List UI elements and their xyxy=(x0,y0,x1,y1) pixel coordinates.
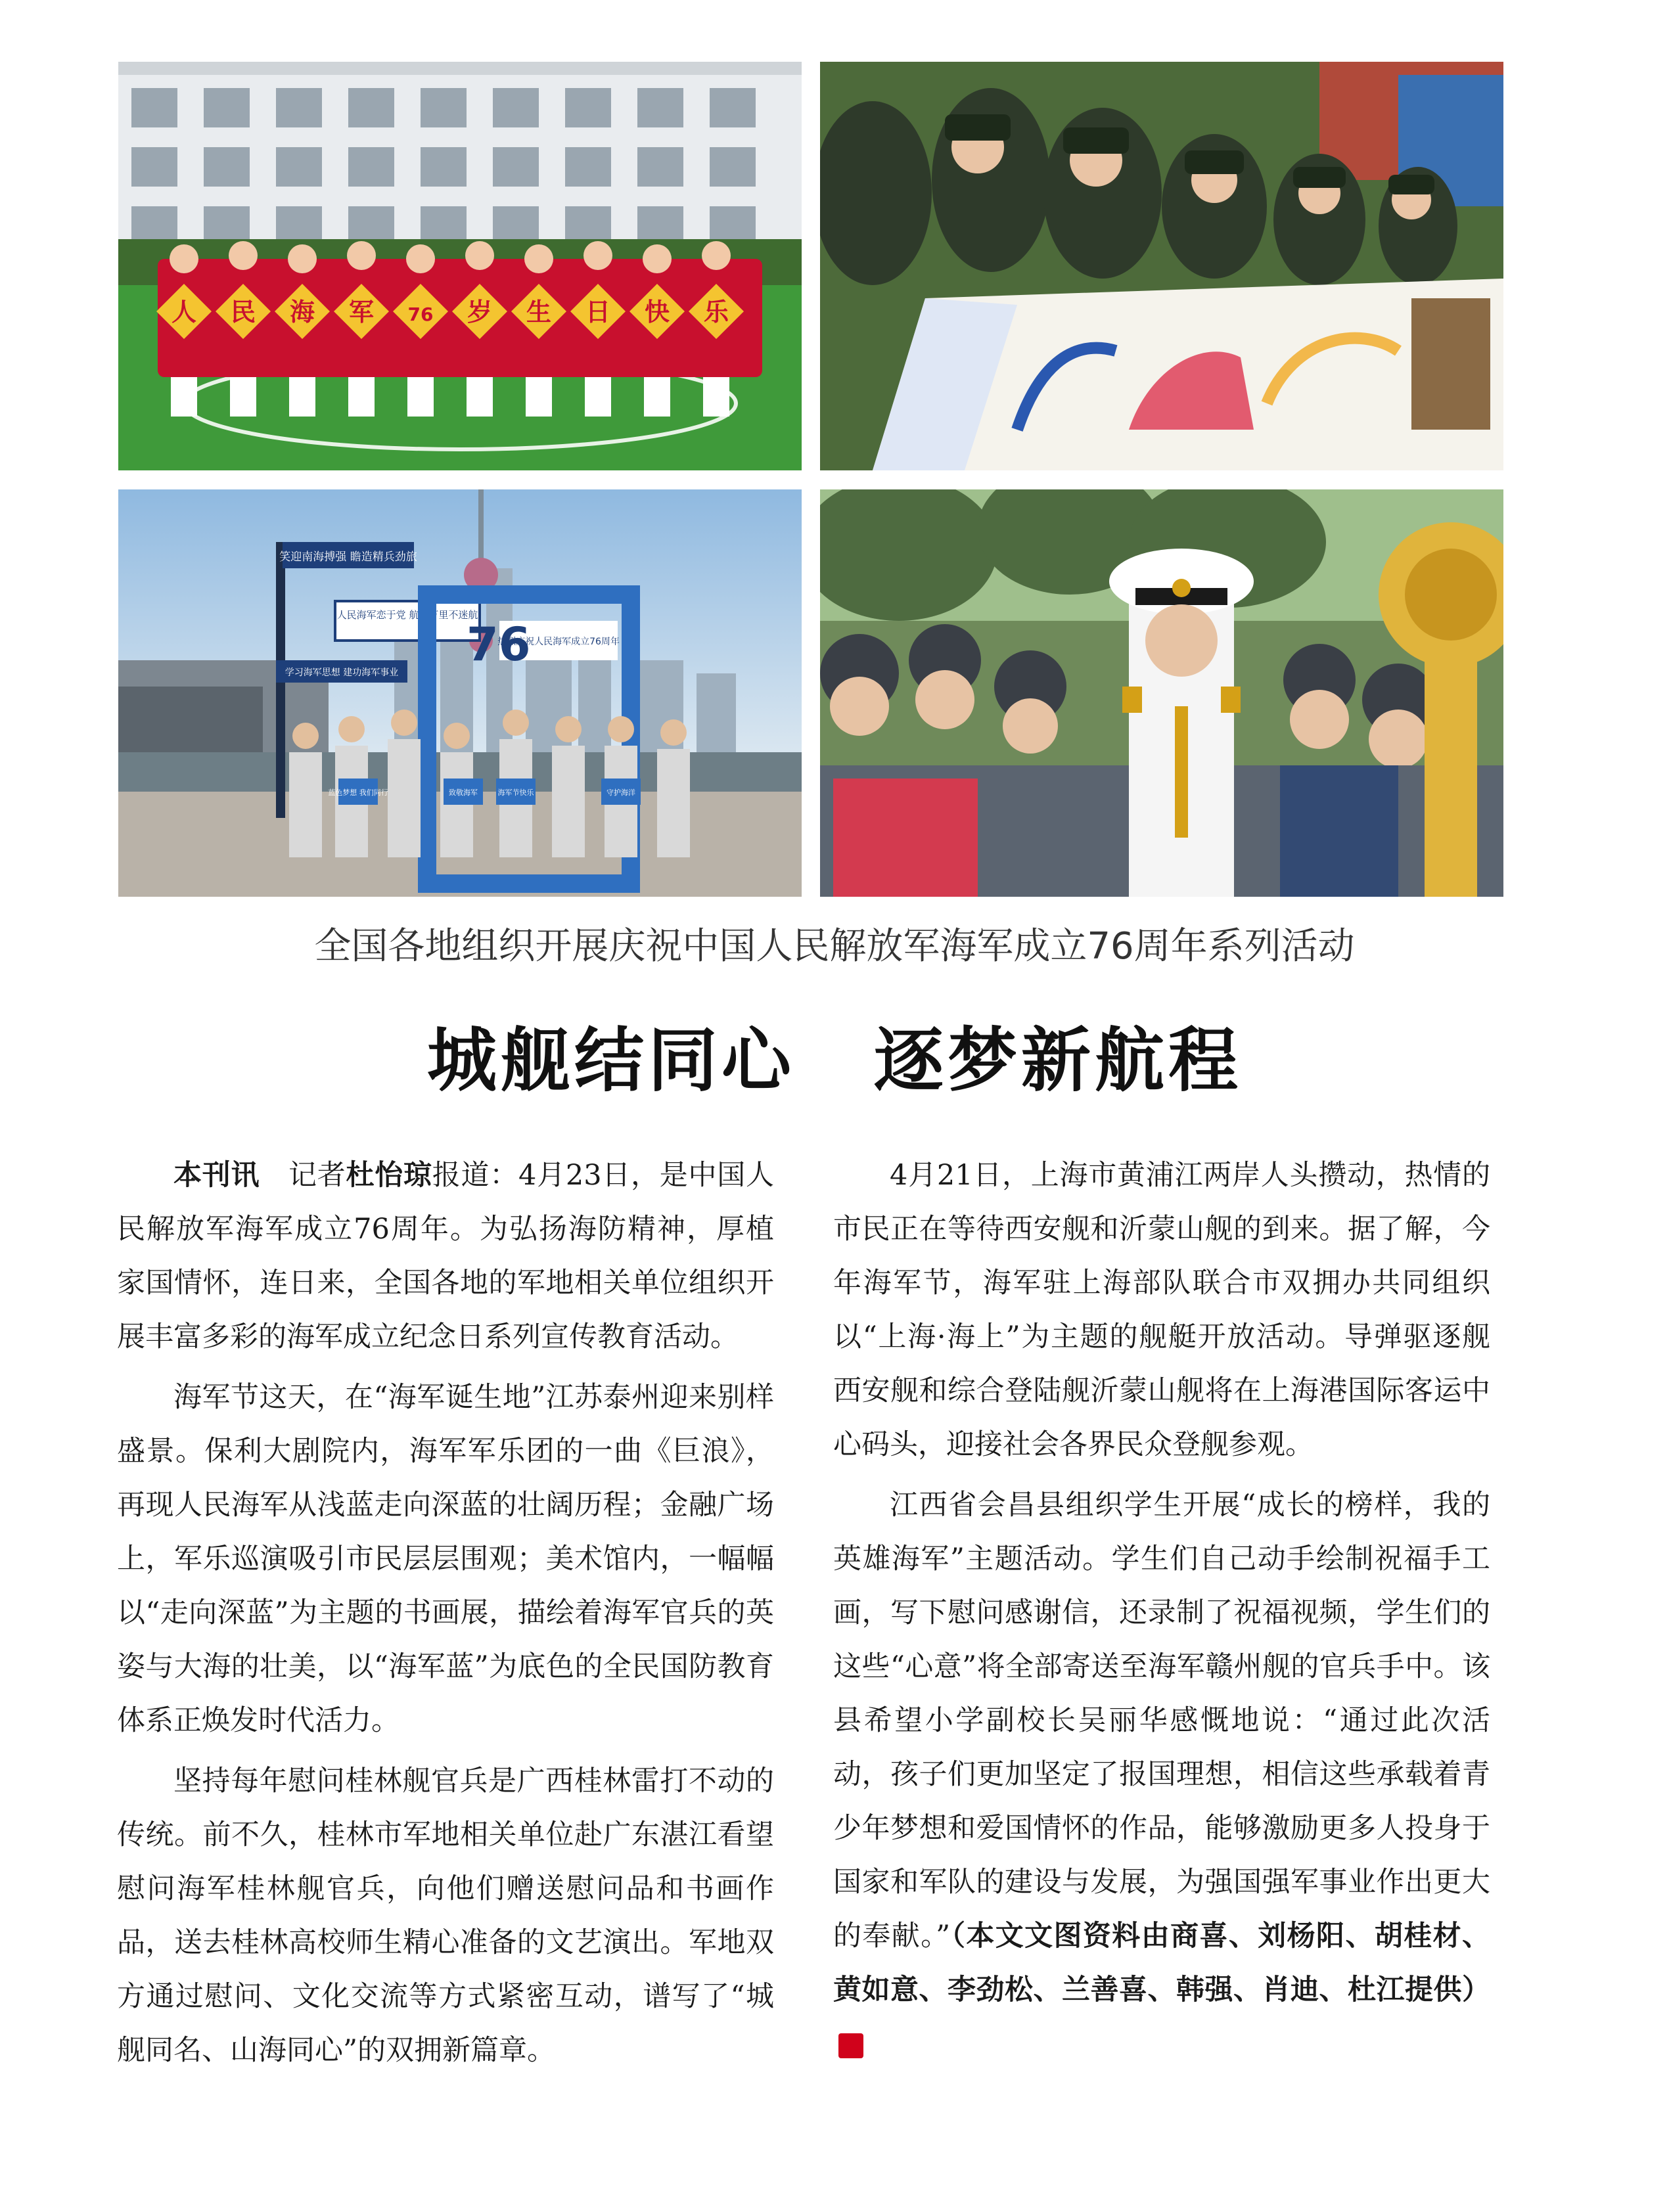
sign-bottom-text: 学习海军思想 建功海军事业 xyxy=(285,667,399,678)
photo-students-drawing xyxy=(820,62,1503,470)
headline xyxy=(0,1005,1669,1105)
banner-char: 76 xyxy=(407,304,434,325)
paragraph xyxy=(833,1478,1490,2071)
paragraph: 海军节这天，在“海军诞生地”江苏泰州迎来别样盛景。保利大剧院内，海军军乐团的一曲《巨浪》，再现人民海军从浅蓝走向深蓝的壮阔历程；金融广场上，军乐巡演吸引市民层层围观；美术馆内，一幅幅以“走向深蓝”为主题的书画展，描绘着海军官兵的英姿与大海的壮美，以“海军蓝”为底色的全民国防教育体系正焕发时代活力。 xyxy=(117,1381,774,1737)
photo-credit: （本文文图资料由商喜、刘杨阳、胡桂材、黄如意、李劲松、兰善喜、韩强、肖迪、杜江提供） xyxy=(833,1920,1491,2006)
reporter-name: 杜怡琼 xyxy=(346,1159,432,1192)
sign-top-text: 笑迎南海搏强 瞻造精兵劲旅 xyxy=(279,551,417,564)
photo-students-banner xyxy=(118,62,802,470)
banner-char: 海 xyxy=(289,298,315,327)
sign-mid-text: 人民海军恋于党 航行万里不迷航 xyxy=(336,609,478,621)
held-sign-2: 致敬海军 xyxy=(449,788,478,797)
headline-part-2: 逐梦新航程 xyxy=(874,1020,1242,1101)
svg-text:76: 76 xyxy=(467,618,531,671)
photo-navy-officer-crowd xyxy=(820,489,1503,897)
paragraph-text: 报道：4月23日，是中国人民解放军海军成立76周年。为弘扬海防精神，厚植家国情怀，连日来，全国各地的军地相关单位组织开展丰富多彩的海军成立纪念日系列宣传教育活动。 xyxy=(117,1159,775,1353)
article-left-column xyxy=(117,1148,774,2084)
frame-text: 热烈庆祝人民海军成立76周年 xyxy=(497,637,620,647)
banner-char: 乐 xyxy=(703,298,729,327)
held-sign-3: 海军节快乐 xyxy=(497,788,534,797)
byline-source: 本刊讯 xyxy=(173,1159,260,1192)
end-mark-icon: G xyxy=(838,2033,863,2058)
banner-char: 军 xyxy=(348,298,375,327)
byline-mid: 记者 xyxy=(260,1159,346,1192)
banner-char: 日 xyxy=(585,298,611,327)
held-sign-1: 蓝色梦想 我们同行 xyxy=(328,788,388,797)
paragraph xyxy=(117,1148,774,1364)
paragraph: 坚持每年慰问桂林舰官兵是广西桂林雷打不动的传统。前不久，桂林市军地相关单位赴广东湛江看望慰问海军桂林舰官兵，向他们赠送慰问品和书画作品，送去桂林高校师生精心准备的文艺演出。军地双方通过慰问、文化交流等方式紧密互动，谱写了“城舰同名、山海同心”的双拥新篇章。 xyxy=(117,1765,774,2067)
banner-char: 快 xyxy=(644,298,670,327)
headline-part-1: 城舰结同心 xyxy=(427,1020,795,1101)
held-sign-4: 守护海洋 xyxy=(606,788,635,797)
banner-char: 人 xyxy=(171,298,197,327)
photo-shanghai-bund xyxy=(118,489,802,897)
article-right-column xyxy=(833,1148,1490,2077)
banner-char: 岁 xyxy=(467,298,493,327)
banner-char: 生 xyxy=(526,298,552,327)
paragraph: 4月21日，上海市黄浦江两岸人头攒动，热情的市民正在等待西安舰和沂蒙山舰的到来。据了解，今年海军节，海军驻上海部队联合市双拥办共同组织以“上海·海上”为主题的舰艇开放活动。导弹驱逐舰西安舰和综合登陆舰沂蒙山舰将在上海港国际客运中心码头，迎接社会各界民众登舰参观。 xyxy=(833,1159,1490,1461)
paragraph-text: 江西省会昌县组织学生开展“成长的榜样，我的英雄海军”主题活动。学生们自己动手绘制祝福手工画，写下慰问感谢信，还录制了祝福视频，学生们的这些“心意”将全部寄送至海军赣州舰的官兵手中。该县希望小学副校长吴丽华感慨地说：“通过此次活动，孩子们更加坚定了报国理想，相信这些承载着青少年梦想和爱国情怀的作品，能够激励更多人投身于国家和军队的建设与发展，为强国强军事业作出更大的奉献。” xyxy=(833,1489,1490,1952)
banner-char: 民 xyxy=(230,298,256,327)
photo-caption: 全国各地组织开展庆祝中国人民解放军海军成立76周年系列活动 xyxy=(314,925,1355,968)
